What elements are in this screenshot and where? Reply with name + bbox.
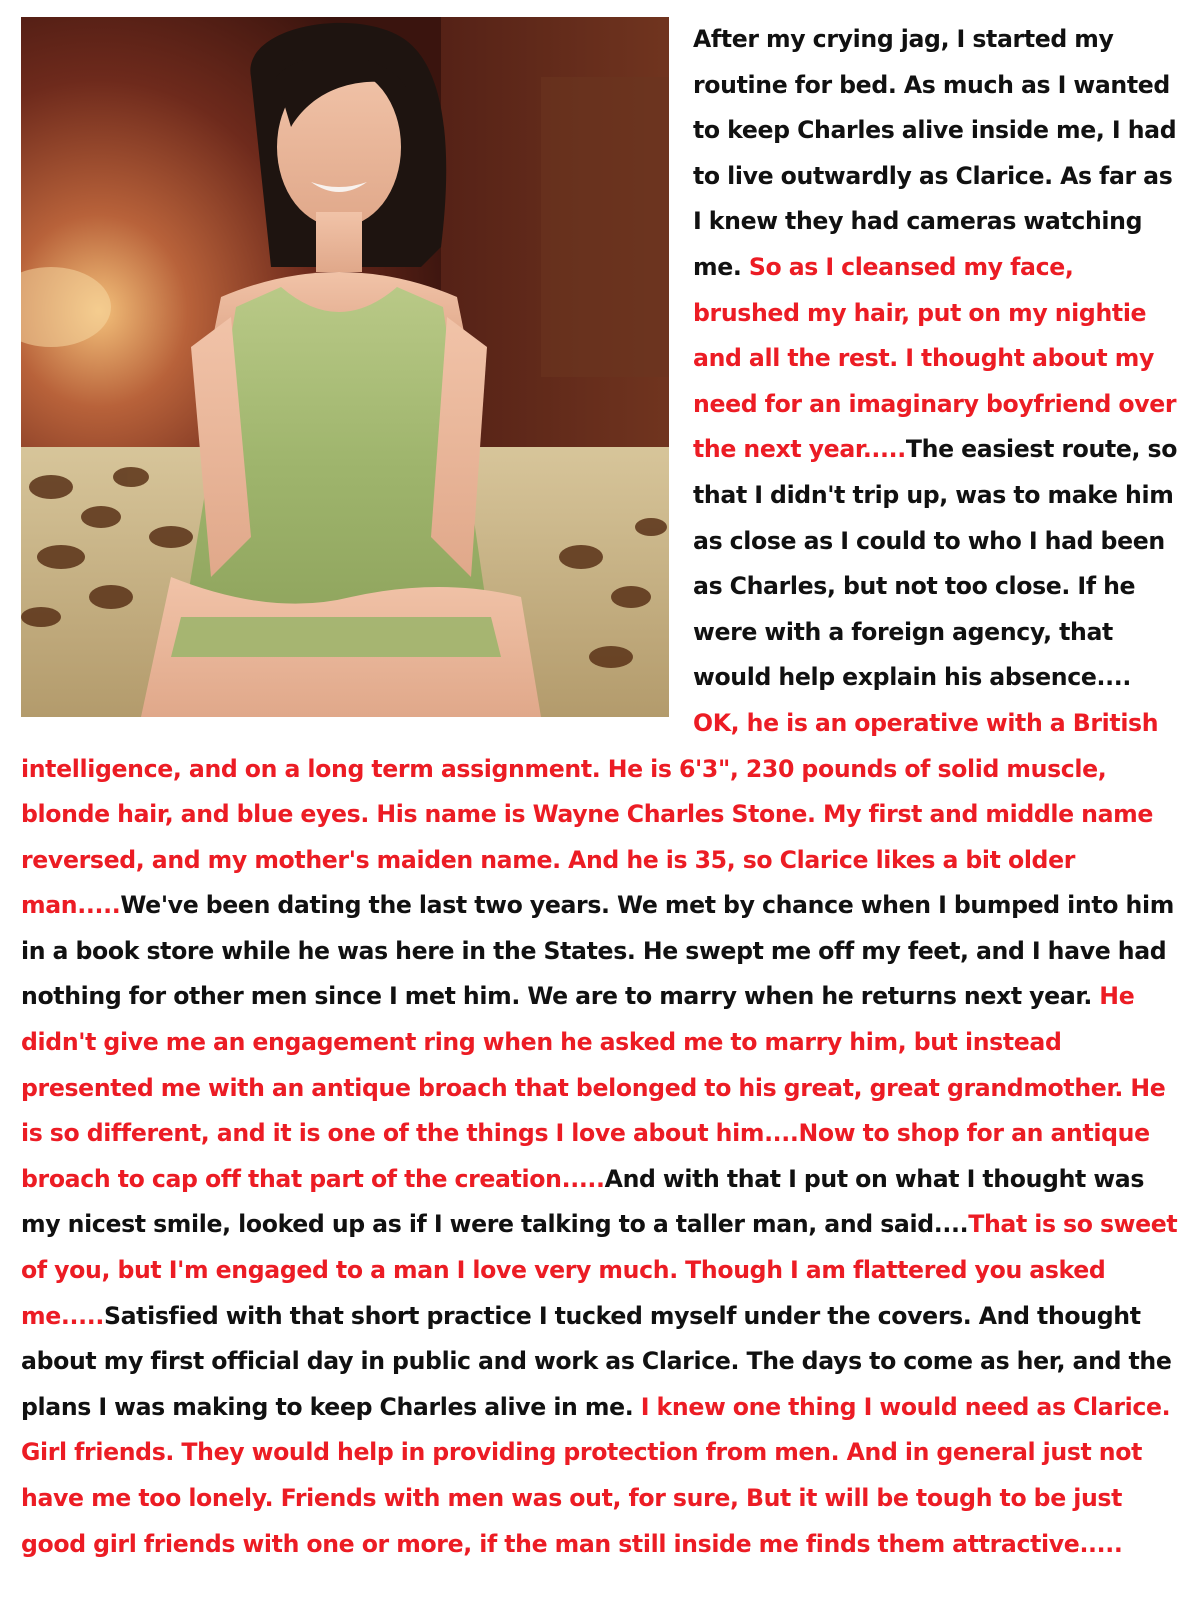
story-segment-9: Satisfied with that short practice I tucked myself under the covers. And thought about my first official day in public and work as Clarice. The days to come as her, and the plans I was making to keep Charles alive in me. [21, 1301, 1172, 1421]
story-segment-1: After my crying jag, I started my routine for bed. As much as I wanted to keep Charles alive inside me, I had to live outwardly as Clarice. As far as I knew they had cameras watching me. [693, 25, 1177, 281]
photo-spacer [21, 17, 693, 728]
story-segment-5: We've been dating the last two years. We met by chance when I bumped into him in a book store while he was here in the States. He swept me off my feet, and I have had nothing for other men since I met him. We are to marry when he returns next year. [21, 891, 1174, 1011]
story-segment-8: That is so sweet of you, but I'm engaged to a man I love very much. Though I am flattered you asked me..... [21, 1210, 1178, 1330]
story-segment-3: The easiest route, so that I didn't trip up, was to make him as close as I could to who I had been as Charles, but not too close. If he were with a foreign agency, that would help explain his absence.... [693, 435, 1178, 692]
story-segment-4: OK, he is an operative with a British intelligence, and on a long term assignment. He is 6'3", 230 pounds of solid muscle, blonde hair, and blue eyes. His name is Wayne Charles Stone. My first and middle name reversed, and my mother's maiden name. And he is 35, so Clarice likes a bit older man..... [21, 708, 1159, 920]
story-text [21, 17, 1181, 1567]
story-segment-2: So as I cleansed my face, brushed my hair, put on my nightie and all the rest. I thought about my need for an imaginary boyfriend over the next year..... [693, 252, 1177, 464]
story-segment-7: And with that I put on what I thought was my nicest smile, looked up as if I were talking to a taller man, and said.... [21, 1164, 1145, 1239]
story-segment-10: I knew one thing I would need as Clarice. Girl friends. They would help in providing protection from men. And in general just not have me too lonely. Friends with men was out, for sure, But it will be tough to be just good girl friends with one or more, if the man still inside me finds them attractive..... [21, 1392, 1171, 1558]
story-segment-6: He didn't give me an engagement ring when he asked me to marry him, but instead presented me with an antique broach that belonged to his great, great grandmother. He is so different, and it is one of the things I love about him....Now to shop for an antique broach to cap off that part of the creation..... [21, 982, 1166, 1193]
